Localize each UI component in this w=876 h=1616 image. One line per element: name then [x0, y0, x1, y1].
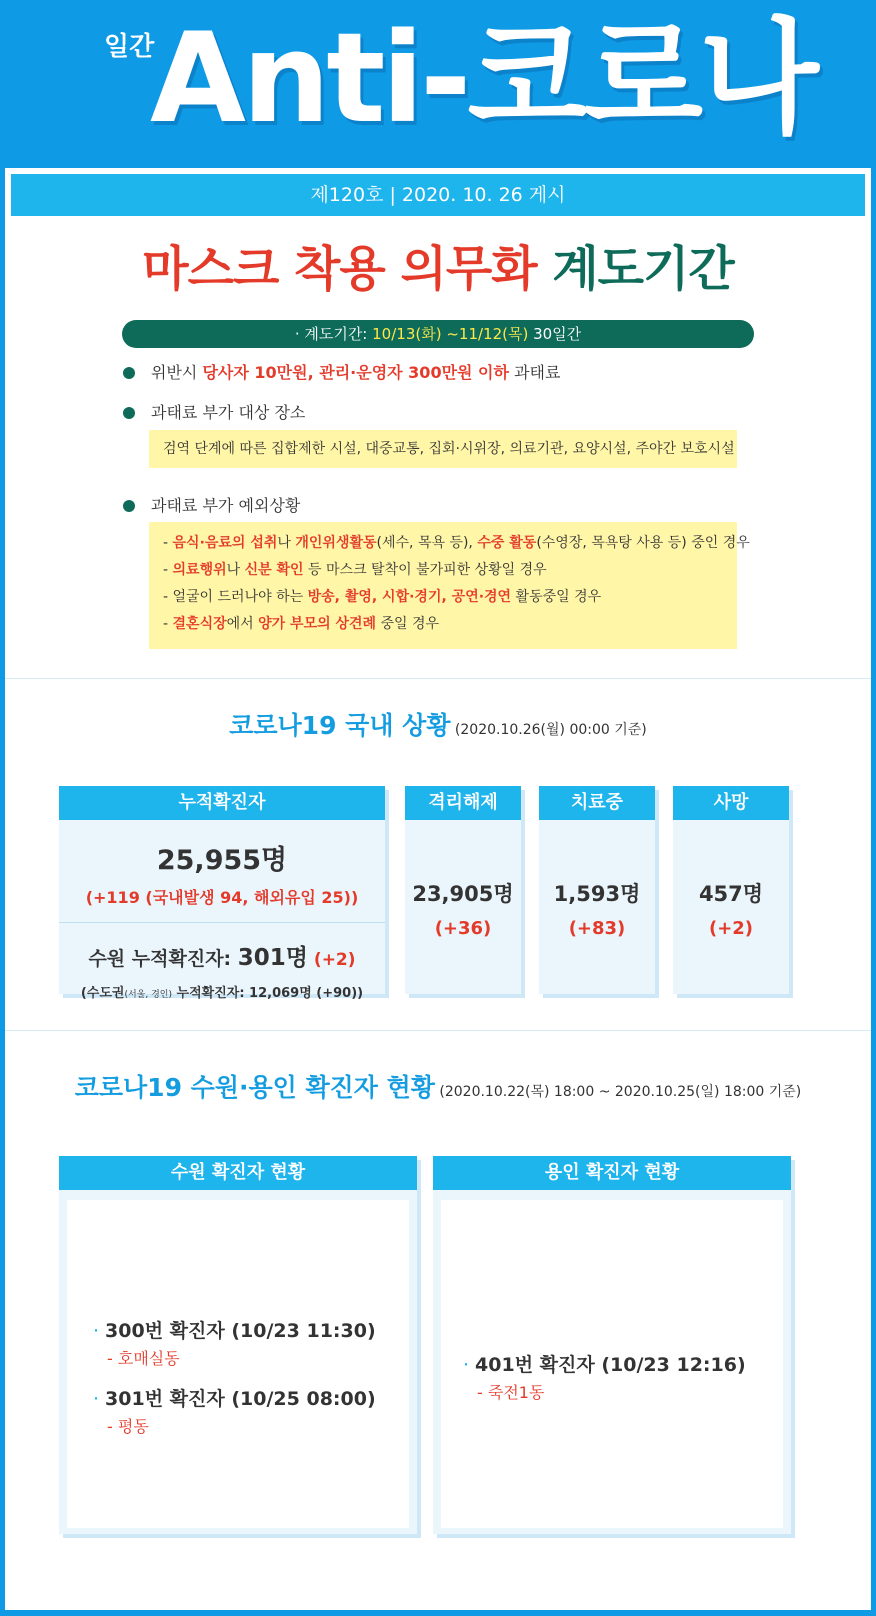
- exceptions-box: [149, 522, 750, 649]
- case-location: - 평동: [107, 1417, 149, 1436]
- period-prefix: · 계도기간:: [294, 325, 373, 343]
- section-divider: [5, 678, 871, 679]
- text: 과태료 부가 대상 장소: [151, 403, 306, 422]
- bullet-places: [123, 400, 305, 423]
- yongin-cases-label: 용인 확진자 현황: [433, 1156, 791, 1190]
- deaths-label: 사망: [673, 786, 789, 820]
- fine-manager: 관리·운영자 300만원 이하: [319, 363, 509, 382]
- released-card: [405, 786, 521, 994]
- header: [0, 0, 876, 168]
- suwon-delta: (+2): [308, 950, 356, 970]
- issue-bar: 제120호 | 2020. 10. 26 게시: [11, 174, 865, 216]
- places-box: [149, 430, 737, 468]
- suwon-label: 수원 누적확진자:: [88, 948, 238, 970]
- released-delta: (+36): [434, 918, 492, 939]
- released-value: 23,905명: [412, 882, 514, 906]
- grace-period-bar: [122, 320, 754, 348]
- bullet-exceptions: [123, 493, 300, 516]
- yongin-cases-list: [441, 1200, 783, 1528]
- released-label: 격리해제: [405, 786, 521, 820]
- text: ,: [307, 363, 320, 382]
- mask-section-title: [5, 230, 871, 299]
- text: 과태료 부가 예외상황: [151, 496, 301, 515]
- local-section-title: [5, 1068, 871, 1104]
- mask-title-green: 계도기간: [552, 241, 734, 297]
- exception-item: - 음식·음료의 섭취나 개인위생활동(세수, 목욕 등), 수중 활동(수영장, 목욕탕 사용 등) 중인 경우: [163, 535, 750, 551]
- text: 위반시: [151, 363, 203, 382]
- treating-label: 치료중: [539, 786, 655, 820]
- cumulative-delta: (+119 (국내발생 94, 해외유입 25)): [85, 888, 359, 907]
- treating-value: 1,593명: [553, 882, 641, 906]
- exception-item: - 결혼식장에서 양가 부모의 상견례 중일 경우: [163, 616, 440, 632]
- bullet-icon: ·: [93, 1388, 100, 1410]
- exception-item: - 얼굴이 드러나야 하는 방송, 촬영, 시합·경기, 공연·경연 활동중일 경우: [163, 589, 602, 605]
- domestic-section-title: [5, 706, 871, 742]
- text: 과태료: [508, 363, 561, 382]
- domestic-basis: (2020.10.26(월) 00:00 기준): [450, 722, 647, 738]
- deaths-value: 457명: [698, 882, 764, 906]
- cumulative-label: 누적확진자: [59, 786, 385, 820]
- section-divider: [5, 1030, 871, 1031]
- period-suffix: 30일간: [528, 325, 582, 343]
- yongin-cases-card: [433, 1156, 791, 1534]
- exception-item: - 의료행위나 신분 확인 등 마스크 탈착이 불가피한 상황일 경우: [163, 562, 547, 578]
- local-basis: (2020.10.22(목) 18:00 ~ 2020.10.25(일) 18:00 기준): [434, 1084, 802, 1100]
- suwon-value: 301명: [237, 945, 308, 971]
- period-dates: 10/13(화) ~11/12(목): [372, 325, 529, 343]
- fine-personal: 당사자 10만원: [202, 363, 308, 382]
- cumulative-card: [59, 786, 385, 1001]
- suwon-cumulative: [59, 939, 385, 972]
- case-location: - 호매실동: [107, 1349, 180, 1368]
- treating-card: [539, 786, 655, 994]
- case-item: · 300번 확진자 (10/23 11:30): [93, 1320, 376, 1342]
- daily-label: 일간: [104, 32, 155, 62]
- domestic-title: 코로나19 국내 상황: [229, 711, 451, 740]
- treating-delta: (+83): [568, 918, 626, 939]
- card-divider: [59, 922, 385, 923]
- bullet-fine: [123, 360, 560, 383]
- case-item: · 401번 확진자 (10/23 12:16): [463, 1354, 746, 1376]
- bullet-dot-icon: [123, 407, 135, 419]
- suwon-cases-card: [59, 1156, 417, 1534]
- newsletter-title: Anti-코로나: [150, 7, 815, 151]
- metro-cumulative: (수도권(서울, 경인) 누적확진자: 12,069명 (+90)): [80, 986, 364, 1001]
- bullet-icon: ·: [93, 1320, 100, 1342]
- content-panel: [5, 168, 871, 1610]
- case-item: · 301번 확진자 (10/25 08:00): [93, 1388, 376, 1410]
- deaths-card: [673, 786, 789, 994]
- suwon-cases-label: 수원 확진자 현황: [59, 1156, 417, 1190]
- suwon-cases-list: [67, 1200, 409, 1528]
- cumulative-value: 25,955명: [156, 845, 288, 876]
- deaths-delta: (+2): [708, 918, 754, 939]
- bullet-dot-icon: [123, 500, 135, 512]
- places-text: 검역 단계에 따른 집합제한 시설, 대중교통, 집회·시위장, 의료기관, 요양시설, 주야간 보호시설: [163, 441, 735, 457]
- bullet-icon: ·: [463, 1354, 470, 1376]
- bullet-dot-icon: [123, 367, 135, 379]
- mask-title-red: 마스크 착용 의무화: [142, 241, 537, 297]
- case-location: - 죽전1동: [477, 1383, 545, 1402]
- local-title: 코로나19 수원·용인 확진자 현황: [74, 1073, 435, 1102]
